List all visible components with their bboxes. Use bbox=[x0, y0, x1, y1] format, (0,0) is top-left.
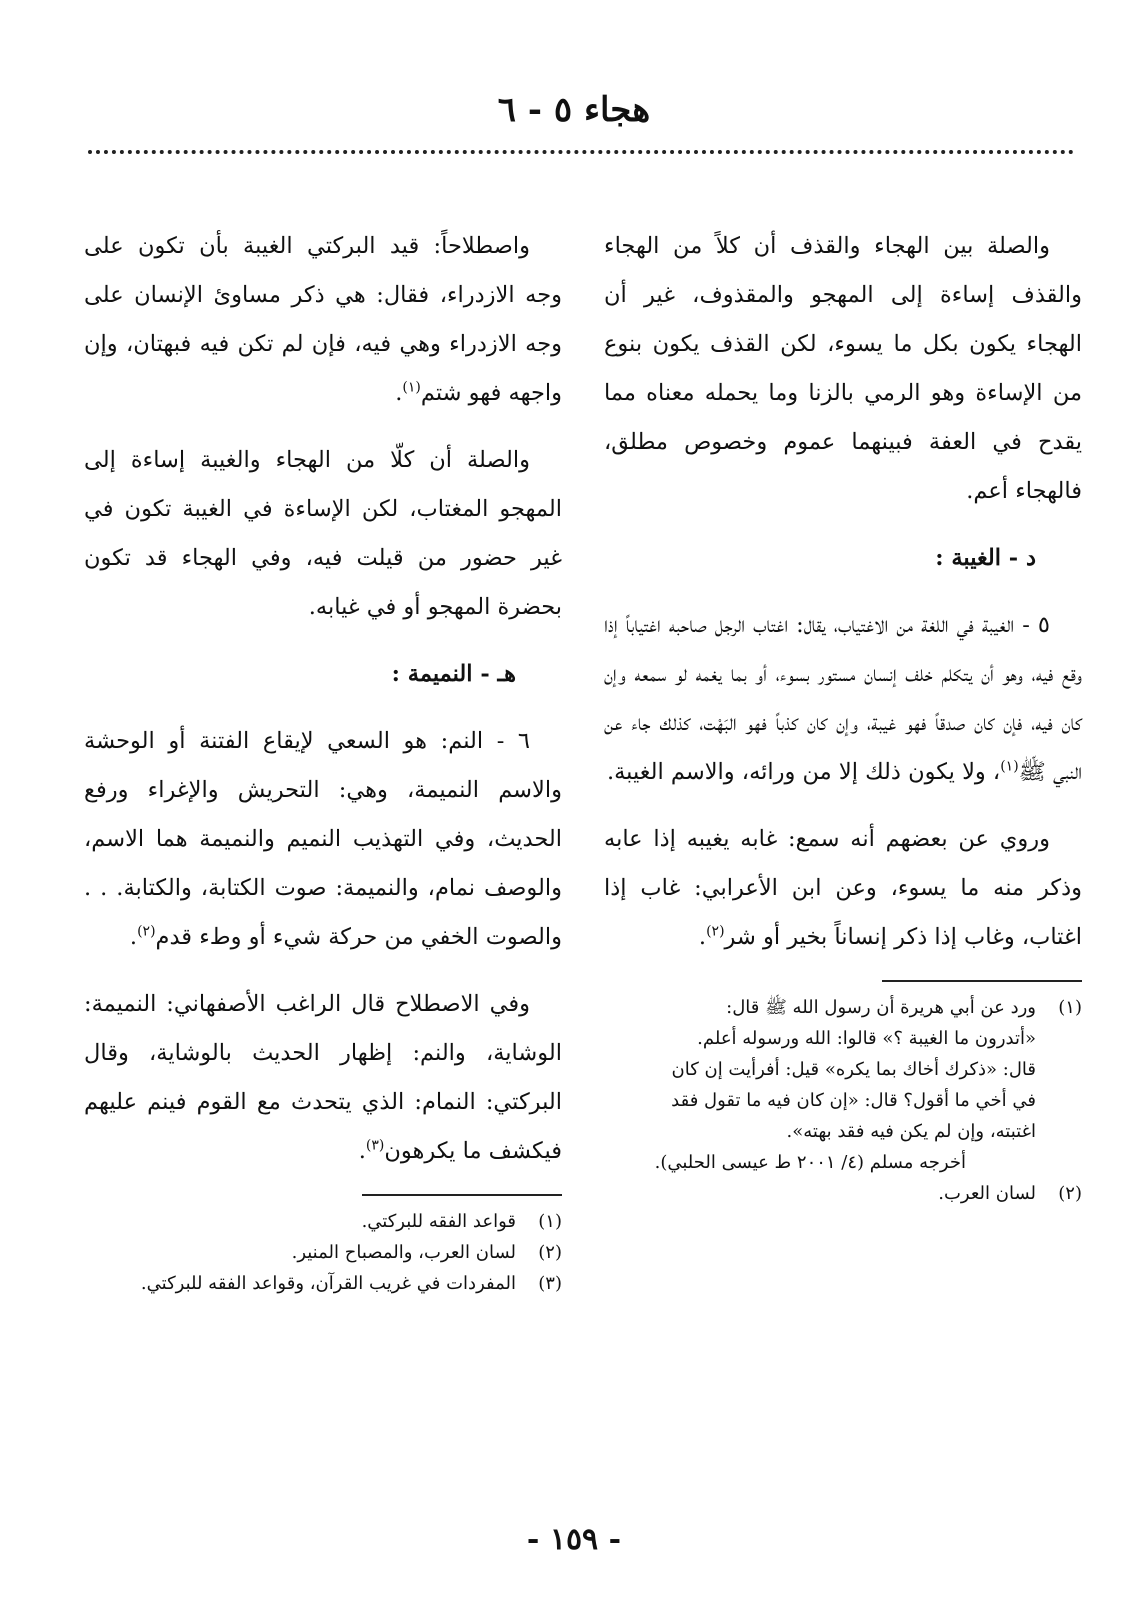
paragraph-ghiba-lugha bbox=[604, 601, 1082, 797]
section-heading-ghiba: د - الغيبة : bbox=[935, 545, 1036, 571]
footnote-2 bbox=[604, 1178, 1082, 1209]
footnote-line: في أخي ما أقول؟ قال: «إن كان فيه ما تقول فقد bbox=[671, 1090, 1036, 1111]
paragraph-hija-qadhf: والصلة بين الهجاء والقذف أن كلاً من الهجاء والقذف إساءة إلى المهجو والمقذوف، غير أن الهجاء يكون بكل ما يسوء، لكن القذف يكون بنوع من الإساءة وهو الرمي بالزنا وما يحمله معناه مما يقدح في العفة فبينهما عموم وخصوص مطلق، فالهجاء أعم. bbox=[604, 233, 1082, 504]
footnote-ref: (١) bbox=[402, 379, 421, 396]
footnote-source: أخرجه مسلم (٤/ ٢٠٠١ ط عيسى الحلبي). bbox=[654, 1152, 966, 1173]
paragraph-text: وفي الاصطلاح قال الراغب الأصفهاني: النميمة: الوشاية، والنم: إظهار الحديث بالوشاية، وقال البركتي: النمام: الذي يتحدث مع القوم فينم عليهم فيكشف ما يكرهون bbox=[84, 991, 562, 1164]
paragraph-text: ٦ - النم: هو السعي لإيقاع الفتنة أو الوحشة والاسم النميمة، وهي: التحريش والإغراء ورفع الحديث، وفي التهذيب النميم والنميمة هما الاسم، والوصف نمام، والنميمة: صوت الكتابة، والكتابة. . . والصوت الخفي من حركة شيء أو وطء قدم bbox=[84, 728, 562, 950]
footnote-divider bbox=[362, 1194, 562, 1196]
footnote-number: (١) bbox=[538, 1211, 562, 1232]
footnote-ref: (٢) bbox=[706, 923, 725, 940]
footnote-number: (٢) bbox=[538, 1242, 562, 1263]
paragraph-ghiba-riwaya bbox=[604, 815, 1082, 962]
footnote-line: لسان العرب، والمصباح المنير. bbox=[291, 1242, 516, 1263]
footnote-number: (٢) bbox=[1058, 1183, 1082, 1204]
paragraph-text: واصطلاحاً: قيد البركتي الغيبة بأن تكون على وجه الازدراء، فقال: هي ذكر مساوئ الإنسان على وجه الازدراء وهي فيه، فإن لم تكن فيه فبهتان، وإن واجهه فهو شتم bbox=[84, 233, 562, 406]
footnote-line: لسان العرب. bbox=[938, 1183, 1036, 1204]
footnote-line: قواعد الفقه للبركتي. bbox=[361, 1211, 516, 1232]
footnote-ref: (٣) bbox=[365, 1137, 385, 1154]
paragraph-text: . bbox=[698, 924, 707, 950]
paragraph-text: وروي عن بعضهم أنه سمع: غابه يغيبه إذا عابه وذكر منه ما يسوء، وعن ابن الأعرابي: غاب إذا اغتاب، وغاب إذا ذكر إنساناً بخير أو شر bbox=[604, 826, 1082, 950]
paragraph-hija-ghiba: والصلة أن كلّا من الهجاء والغيبة إساءة إلى المهجو المغتاب، لكن الإساءة في الغيبة تكون في غير حضور من قيلت فيه، وفي الهجاء قد تكون بحضرة المهجو أو في غيابه. bbox=[84, 447, 562, 620]
paragraph-namima-istilah bbox=[84, 980, 562, 1176]
paragraph-ghiba-istilah bbox=[84, 222, 562, 418]
footnote-1 bbox=[84, 1206, 562, 1237]
footnote-3 bbox=[84, 1268, 562, 1299]
paragraph-text: . bbox=[395, 380, 403, 406]
footnote-number: (١) bbox=[1058, 997, 1082, 1018]
footnote-ref: (٢) bbox=[137, 923, 156, 940]
paragraph-text: ، ولا يكون ذلك إلا من ورائه، والاسم الغيبة. bbox=[606, 759, 1001, 785]
footnote-line: «أتدرون ما الغيبة ؟» قالوا: الله ورسوله أعلم. bbox=[697, 1028, 1036, 1049]
paragraph-text: ٥ - الغيبة في اللغة من الاغتياب، يقال: اغتاب الرجل صاحبه اغتياباً إذا وقع فيه، وهو أن يتكلم خلف إنسان مستور بسوء، أو بما يغمه لو سمعه وإن كان فيه، فإن كان صدقاً فهو غيبة، وإن كان كذباً فهو البَهْت، كذلك جاء عن النبي ﷺ bbox=[604, 612, 1082, 785]
footnote-divider bbox=[882, 980, 1082, 982]
footnote-2 bbox=[84, 1237, 562, 1268]
footnote-line: قال: «ذكرك أخاك بما يكره» قيل: أفرأيت إن كان bbox=[671, 1059, 1036, 1080]
paragraph-text: . bbox=[358, 1138, 366, 1164]
footnote-number: (٣) bbox=[538, 1273, 562, 1294]
right-column bbox=[604, 222, 1082, 1209]
footnote-line: اغتبته، وإن لم يكن فيه فقد بهته». bbox=[786, 1121, 1036, 1142]
header-dotted-divider bbox=[88, 150, 1074, 154]
page-header-title: هجاء ٥ - ٦ bbox=[497, 90, 651, 130]
left-column bbox=[84, 222, 562, 1299]
paragraph-text: . bbox=[129, 924, 138, 950]
paragraph-namm-lugha bbox=[84, 717, 562, 962]
footnote-1 bbox=[604, 992, 1082, 1178]
footnote-ref: (١) bbox=[1000, 758, 1019, 775]
footnote-line: ورد عن أبي هريرة أن رسول الله ﷺ قال: bbox=[726, 997, 1036, 1018]
footnote-line: المفردات في غريب القرآن، وقواعد الفقه للبركتي. bbox=[140, 1273, 516, 1294]
section-heading-namima: هـ - النميمة : bbox=[391, 661, 516, 687]
page-number: - ١٥٩ - bbox=[526, 1522, 622, 1557]
